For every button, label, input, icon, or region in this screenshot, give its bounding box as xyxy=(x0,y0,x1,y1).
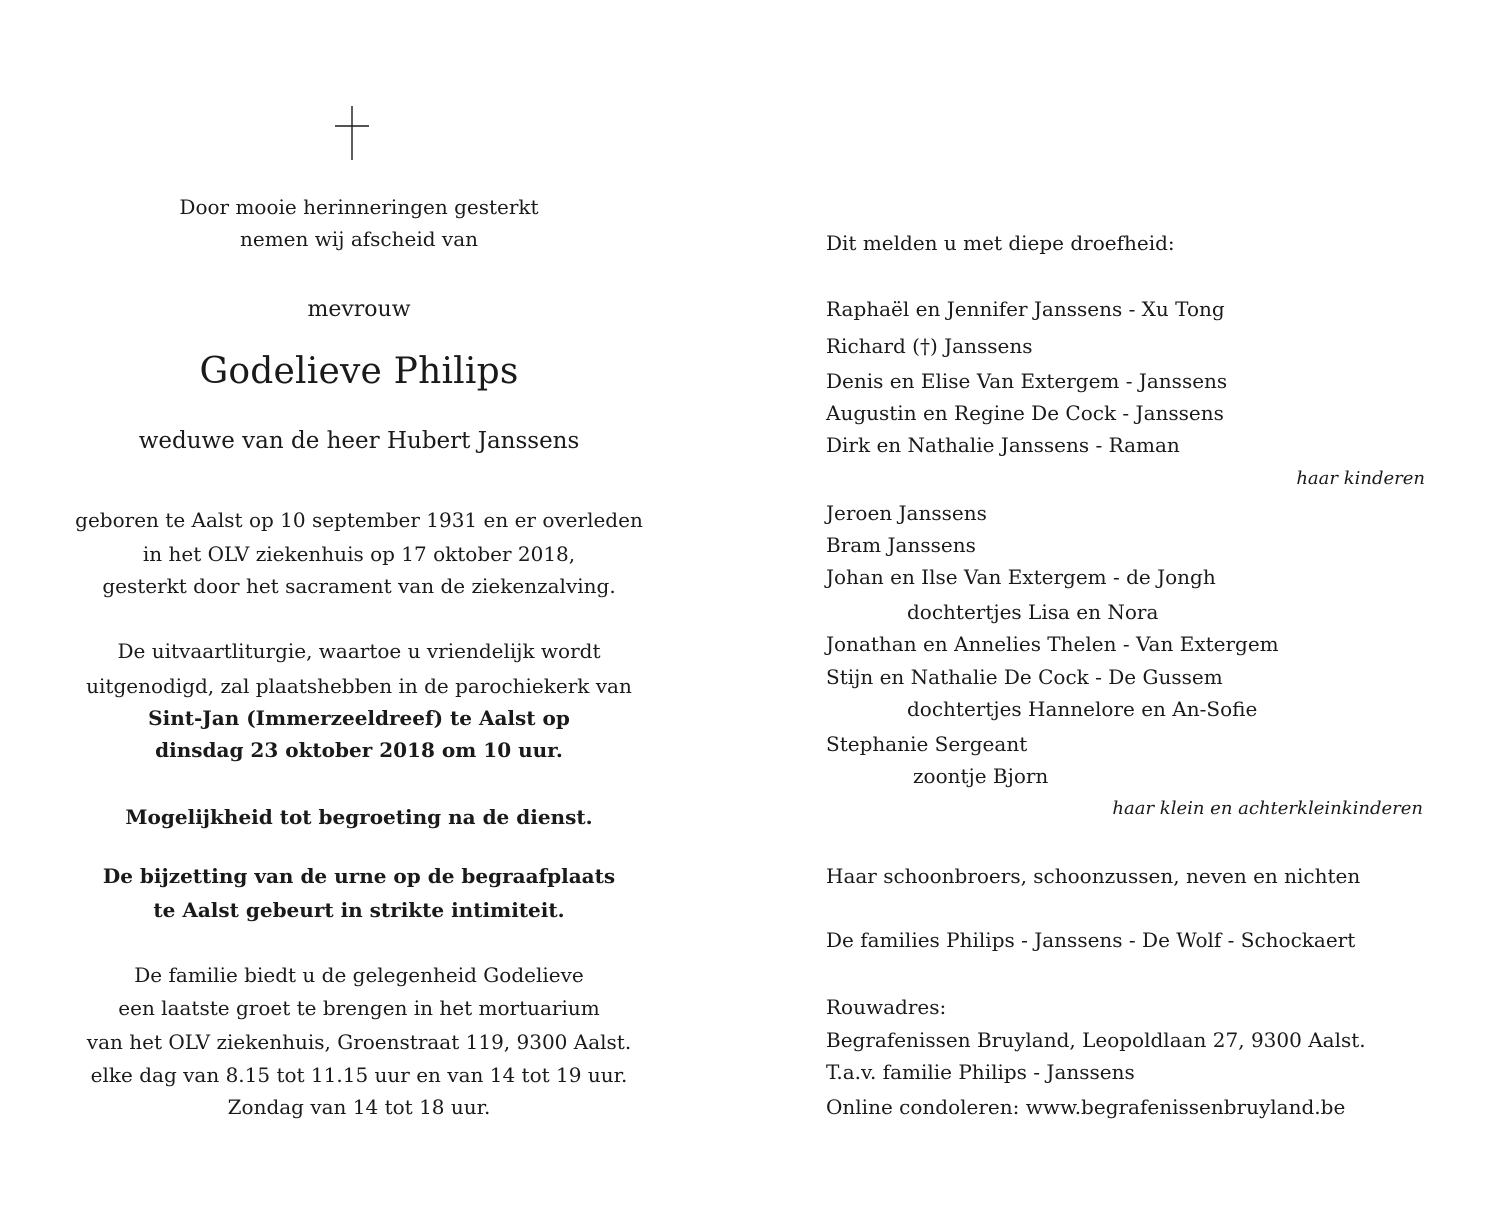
grandchild-entry: Jeroen Janssens xyxy=(826,501,987,525)
intro-line: nemen wij afscheid van xyxy=(240,227,478,251)
grandchild-entry: Jonathan en Annelies Thelen - Van Extergem xyxy=(826,632,1279,656)
intro-line: Door mooie herinneringen gesterkt xyxy=(179,195,539,219)
mortuary-line: elke dag van 8.15 tot 11.15 uur en van 14 tot 19 uur. xyxy=(90,1063,628,1087)
mortuary-line: een laatste groet te brengen in het mortuarium xyxy=(118,996,600,1020)
announcement: Dit melden u met diepe droefheid: xyxy=(826,231,1175,255)
child-entry: Richard (†) Janssens xyxy=(826,334,1033,358)
liturgy-date: dinsdag 23 oktober 2018 om 10 uur. xyxy=(155,738,563,762)
address-heading: Rouwadres: xyxy=(826,995,947,1019)
birth-death-line: gesterkt door het sacrament van de ziekenzalving. xyxy=(102,574,616,598)
grandchild-entry: Stijn en Nathalie De Cock - De Gussem xyxy=(826,665,1223,689)
great-grandchild-entry: dochtertjes Hannelore en An-Sofie xyxy=(907,697,1258,721)
in-laws: Haar schoonbroers, schoonzussen, neven en nichten xyxy=(826,864,1361,888)
child-entry: Denis en Elise Van Extergem - Janssens xyxy=(826,369,1228,393)
cross-icon xyxy=(334,106,370,160)
widow-of: weduwe van de heer Hubert Janssens xyxy=(138,428,580,454)
families: De families Philips - Janssens - De Wolf - Schockaert xyxy=(826,928,1356,952)
grandchildren-caption: haar klein en achterkleinkinderen xyxy=(1112,798,1423,819)
deceased-name: Godelieve Philips xyxy=(199,351,519,392)
child-entry: Dirk en Nathalie Janssens - Raman xyxy=(826,433,1180,457)
mortuary-line: Zondag van 14 tot 18 uur. xyxy=(227,1095,491,1119)
mortuary-line: van het OLV ziekenhuis, Groenstraat 119, 9300 Aalst. xyxy=(86,1030,632,1054)
birth-death-line: geboren te Aalst op 10 september 1931 en er overleden xyxy=(75,508,643,532)
mortuary-line: De familie biedt u de gelegenheid Godelieve xyxy=(134,963,584,987)
burial-line: te Aalst gebeurt in strikte intimiteit. xyxy=(153,898,565,922)
address-line: Begrafenissen Bruyland, Leopoldlaan 27, 9300 Aalst. xyxy=(826,1028,1366,1052)
greeting-note: Mogelijkheid tot begroeting na de dienst. xyxy=(125,805,593,829)
child-entry: Augustin en Regine De Cock - Janssens xyxy=(826,401,1224,425)
address-line: T.a.v. familie Philips - Janssens xyxy=(826,1060,1135,1084)
children-caption: haar kinderen xyxy=(1296,468,1425,489)
liturgy-place: Sint-Jan (Immerzeeldreef) te Aalst op xyxy=(148,706,570,730)
burial-line: De bijzetting van de urne op de begraafplaats xyxy=(102,864,616,888)
great-grandchild-entry: zoontje Bjorn xyxy=(913,764,1049,788)
online-condolence: Online condoleren: www.begrafenissenbruyland.be xyxy=(826,1095,1346,1119)
grandchild-entry: Stephanie Sergeant xyxy=(826,732,1028,756)
honorific: mevrouw xyxy=(307,297,411,322)
grandchild-entry: Bram Janssens xyxy=(826,533,976,557)
liturgy-line: De uitvaartliturgie, waartoe u vriendelijk wordt xyxy=(117,639,601,663)
great-grandchild-entry: dochtertjes Lisa en Nora xyxy=(907,600,1159,624)
grandchild-entry: Johan en Ilse Van Extergem - de Jongh xyxy=(826,565,1216,589)
liturgy-line: uitgenodigd, zal plaatshebben in de parochiekerk van xyxy=(86,674,632,698)
child-entry: Raphaël en Jennifer Janssens - Xu Tong xyxy=(826,297,1225,321)
birth-death-line: in het OLV ziekenhuis op 17 oktober 2018, xyxy=(142,542,576,566)
